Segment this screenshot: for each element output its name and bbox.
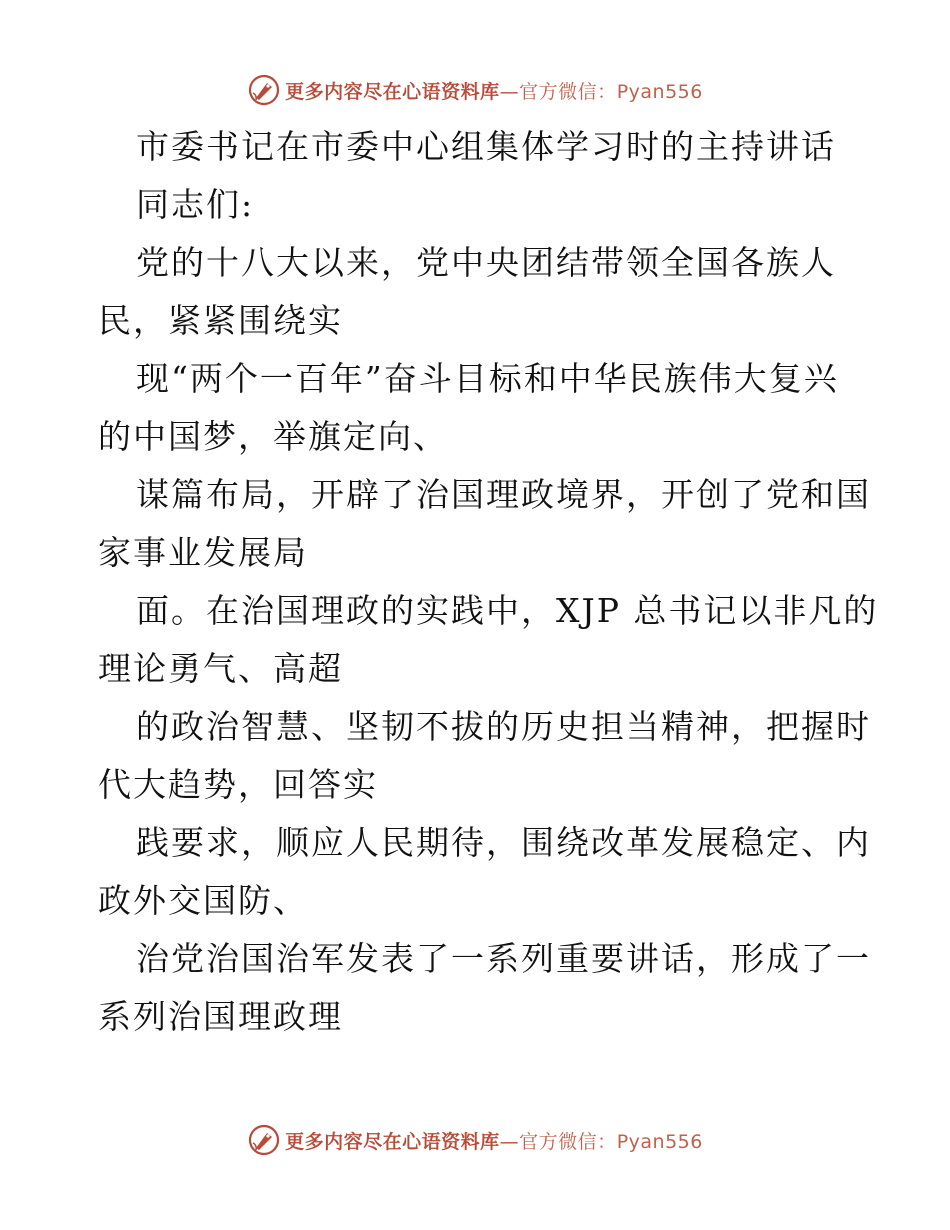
paragraph-line: 系列治国理政理: [98, 997, 343, 1036]
banner-handle: Pyan556: [616, 80, 703, 103]
banner-main-text: 更多内容尽在心语资料库: [285, 1130, 500, 1153]
header-banner: [0, 70, 950, 110]
banner-main-text: 更多内容尽在心语资料库: [285, 80, 500, 103]
paragraph-line: 民，紧紧围绕实: [98, 301, 343, 340]
banner-official-label: 官方微信：: [519, 1130, 617, 1153]
paragraph-line: 党的十八大以来，党中央团结带领全国各族人: [136, 243, 836, 282]
footer-banner: [0, 1120, 950, 1160]
banner-official-label: 官方微信：: [519, 80, 617, 103]
pen-nib-logo-icon: [247, 73, 281, 107]
paragraph-line: 家事业发展局: [98, 533, 308, 572]
paragraph-line: 的中国梦，举旗定向、: [98, 417, 448, 456]
paragraph-line: 践要求，顺应人民期待，围绕改革发展稳定、内: [136, 823, 871, 862]
paragraph-line: 面。在治国理政的实践中，XJP 总书记以非凡的: [136, 591, 879, 630]
paragraph-line: 政外交国防、: [98, 881, 308, 920]
banner-dash: —: [499, 1130, 520, 1153]
banner-handle: Pyan556: [616, 1130, 703, 1153]
footer-banner-text: [285, 1127, 703, 1154]
document-title: 市委书记在市委中心组集体学习时的主持讲话: [136, 127, 836, 166]
header-banner-text: [285, 77, 703, 104]
paragraph-line: 谋篇布局，开辟了治国理政境界，开创了党和国: [136, 475, 871, 514]
paragraph-line: 理论勇气、高超: [98, 649, 343, 688]
paragraph-line: 的政治智慧、坚韧不拔的历史担当精神，把握时: [136, 707, 871, 746]
paragraph-line: 治党治国治军发表了一系列重要讲话，形成了一: [136, 939, 871, 978]
salutation: 同志们:: [136, 185, 255, 224]
paragraph-line: 代大趋势，回答实: [98, 765, 378, 804]
paragraph-line: 现“两个一百年”奋斗目标和中华民族伟大复兴: [136, 359, 839, 398]
document-body: [98, 118, 879, 1046]
banner-dash: —: [499, 80, 520, 103]
pen-nib-logo-icon: [247, 1123, 281, 1157]
